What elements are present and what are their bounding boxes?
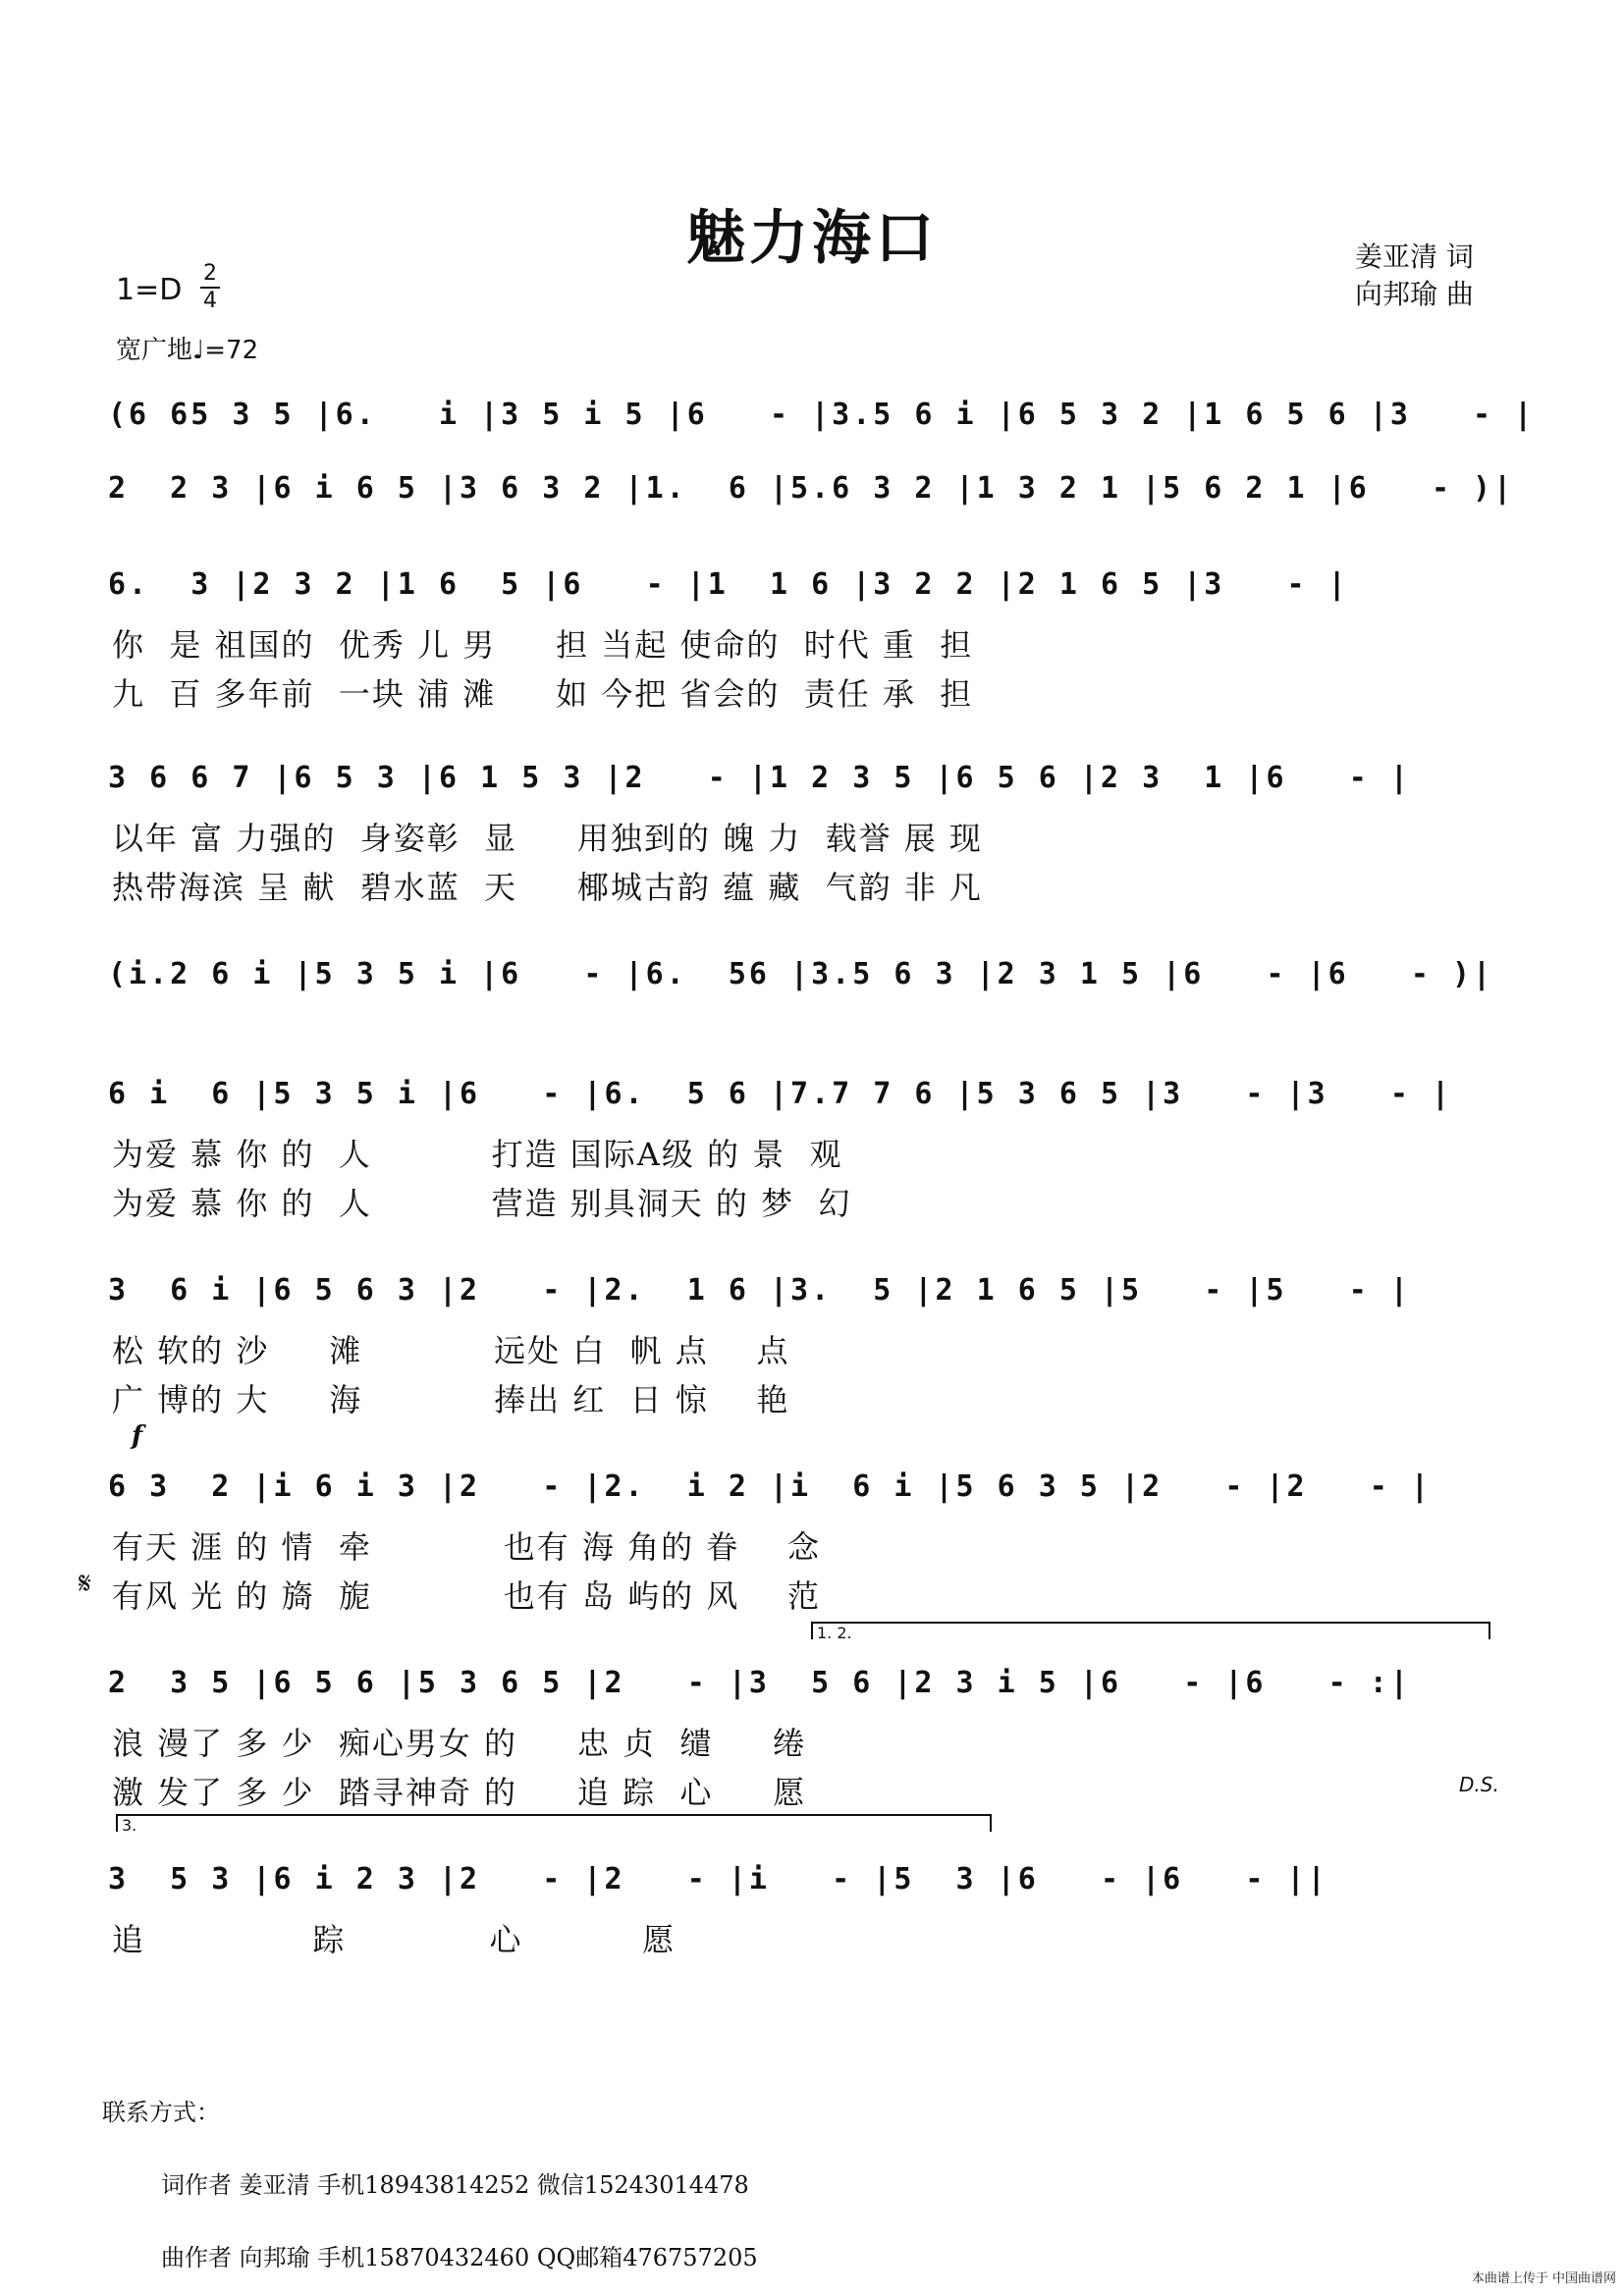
time-signature — [200, 261, 220, 314]
lyric-verse-1: 浪 漫了 多 少 痴心男女 的 忠 贞 缱 绻 — [112, 1725, 807, 1762]
lyric-verse-2: 激 发了 多 少 踏寻神奇 的 追 踪 心 愿 — [112, 1774, 807, 1811]
lyric-verse-1: 以年 富 力强的 身姿彰 显 用独到的 魄 力 载誉 展 现 — [112, 820, 983, 857]
lyric-verse-1: 松 软的 沙 滩 远处 白 帆 点 点 — [112, 1332, 790, 1369]
volta-second — [116, 1814, 992, 1835]
notes-row: 6 i 6 |5 3 5 i |6 - |6. 5 6 |7.7 7 6 |5 3 6 5 |3 - |3 - | — [108, 1077, 1452, 1111]
notes-row: (i.2 6 i |5 3 5 i |6 - |6. 56 |3.5 6 3 |2 3 1 5 |6 - |6 - )| — [108, 957, 1494, 991]
time-top: 2 — [203, 261, 217, 286]
song-title: 魅力海口 — [686, 204, 938, 273]
notes-row: 6. 3 |2 3 2 |1 6 5 |6 - |1 1 6 |3 2 2 |2 1 6 5 |3 - | — [108, 567, 1349, 602]
volta-first-label: 1. 2. — [817, 1624, 852, 1642]
composer-contact: 曲作者 向邦瑜 手机15870432460 QQ邮箱476757205 — [161, 2244, 758, 2271]
notes-row: 2 2 3 |6 i 6 5 |3 6 3 2 |1. 6 |5.6 3 2 |1 3 2 1 |5 6 2 1 |6 - )| — [108, 471, 1515, 506]
notes-row: 2 3 5 |6 5 6 |5 3 6 5 |2 - |3 5 6 |2 3 i 5 |6 - |6 - :| — [108, 1666, 1411, 1700]
notes-row: 3 6 6 7 |6 5 3 |6 1 5 3 |2 - |1 2 3 5 |6 5 6 |2 3 1 |6 - | — [108, 761, 1411, 795]
notes-row: 3 6 i |6 5 6 3 |2 - |2. 1 6 |3. 5 |2 1 6 5 |5 - |5 - | — [108, 1273, 1411, 1308]
volta-first — [811, 1622, 1490, 1642]
lyric-verse-2: 广 博的 大 海 捧出 红 日 惊 艳 — [112, 1381, 790, 1418]
footer-credit: 本曲谱上传于 中国曲谱网 — [1471, 2271, 1616, 2286]
dynamic-forte: f — [132, 1421, 143, 1451]
lyric-verse-1: 有天 涯 的 情 牵 也有 海 角的 眷 念 — [112, 1528, 821, 1566]
volta-second-label: 3. — [122, 1816, 137, 1835]
lyric-verse-2: 九 百 多年前 一块 浦 滩 如 今把 省会的 责任 承 担 — [112, 675, 974, 713]
notes-row: 3 5 3 |6 i 2 3 |2 - |2 - |i - |5 3 |6 - |6 - || — [108, 1862, 1328, 1896]
lyric-verse-2: 有风 光 的 旖 旎 也有 岛 屿的 风 范 — [112, 1577, 821, 1615]
notes-row: (6 65 3 5 |6. i |3 5 i 5 |6 - |3.5 6 i |6 5 3 2 |1 6 5 6 |3 - | — [108, 398, 1536, 432]
lyric-verse-1: 你 是 祖国的 优秀 儿 男 担 当起 使命的 时代 重 担 — [112, 626, 974, 664]
ds-marking: D.S. — [1459, 1773, 1499, 1796]
lyric-verse-1: 追 踪 心 愿 — [112, 1921, 677, 1958]
notes-row: 6 3 2 |i 6 i 3 |2 - |2. i 2 |i 6 i |5 6 3 5 |2 - |2 - | — [108, 1469, 1432, 1504]
time-bottom: 4 — [200, 287, 220, 314]
contact-heading: 联系方式： — [102, 2099, 220, 2126]
key-signature: 1=D — [116, 273, 183, 307]
lyric-verse-1: 为爱 慕 你 的 人 打造 国际A级 的 景 观 — [112, 1136, 843, 1173]
lyricist-credit: 姜亚清 词 — [1355, 240, 1474, 273]
lyric-verse-2: 为爱 慕 你 的 人 营造 别具洞天 的 梦 幻 — [112, 1185, 852, 1222]
lyric-verse-2: 热带海滨 呈 献 碧水蓝 天 椰城古韵 蕴 藏 气韵 非 凡 — [112, 869, 983, 906]
composer-credit: 向邦瑜 曲 — [1355, 278, 1474, 310]
lyricist-contact: 词作者 姜亚清 手机18943814252 微信15243014478 — [161, 2171, 749, 2199]
segno-icon: 𝄋 — [79, 1567, 91, 1601]
tempo-marking: 宽广地♩=72 — [116, 336, 259, 365]
